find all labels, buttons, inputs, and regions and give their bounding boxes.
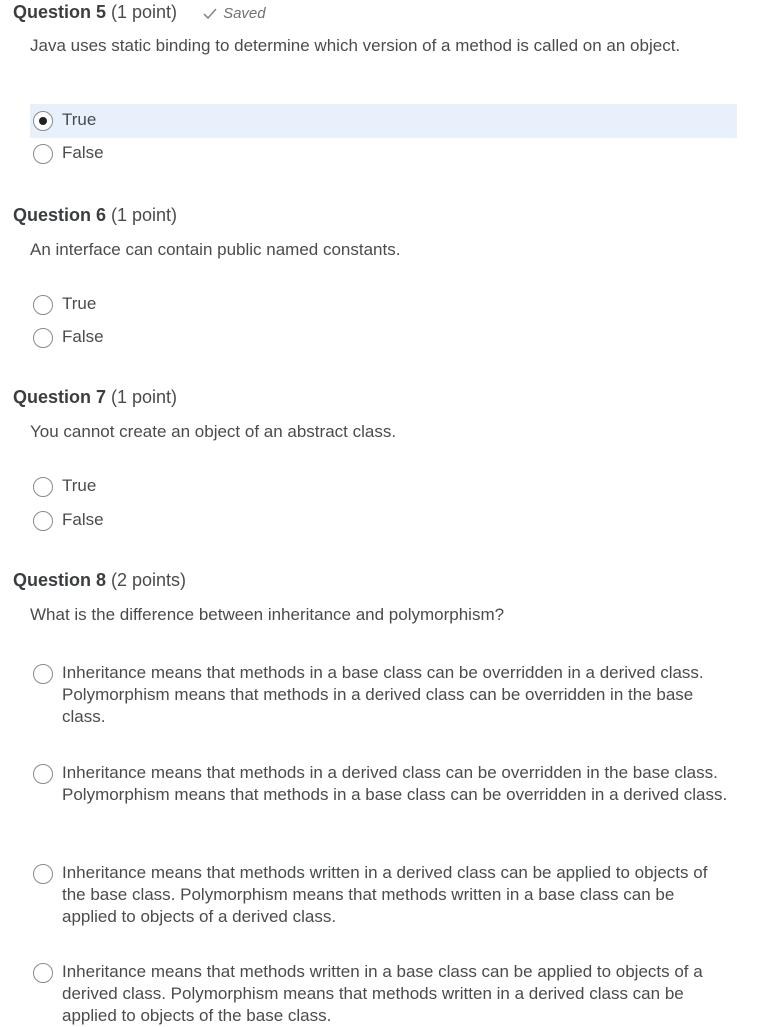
question-points: (1 point): [111, 387, 178, 407]
question-points: (1 point): [111, 205, 178, 225]
option-true[interactable]: [30, 289, 737, 321]
option-c[interactable]: [30, 861, 737, 931]
radio-button[interactable]: [33, 477, 53, 497]
radio-button[interactable]: [33, 764, 53, 784]
option-true[interactable]: [30, 104, 737, 138]
option-false[interactable]: [30, 138, 737, 170]
option-label: True: [62, 110, 97, 129]
question-text: Java uses static binding to determine which version of a method is called on an object.: [30, 36, 681, 55]
question-header: [13, 0, 266, 24]
question-header: [13, 203, 177, 227]
question-title: Question 5: [13, 2, 107, 22]
option-true[interactable]: [30, 471, 737, 503]
radio-button[interactable]: [33, 864, 53, 884]
option-false[interactable]: [30, 322, 737, 354]
option-b[interactable]: [30, 761, 737, 831]
radio-button[interactable]: [33, 111, 53, 131]
option-label: False: [62, 510, 104, 529]
saved-status-label: Saved: [223, 5, 266, 22]
option-label: Inheritance means that methods written in a base class can be applied to objects of a derived class. Polymorphism means that methods written in a derived class can be applied to objects of the base class.: [62, 962, 703, 1025]
question-text: You cannot create an object of an abstract class.: [30, 422, 397, 441]
question-header: [13, 385, 177, 409]
question-text: An interface can contain public named constants.: [30, 240, 401, 259]
question-title: Question 6: [13, 205, 107, 225]
option-label: True: [62, 294, 97, 313]
question-title: Question 7: [13, 387, 107, 407]
option-a[interactable]: [30, 661, 737, 731]
question-title: Question 8: [13, 570, 107, 590]
radio-button[interactable]: [33, 328, 53, 348]
option-label: True: [62, 476, 97, 495]
option-label: False: [62, 327, 104, 346]
question-points: (2 points): [111, 570, 187, 590]
question-header: [13, 568, 186, 592]
option-d[interactable]: [30, 960, 737, 1024]
question-text: What is the difference between inheritance and polymorphism?: [30, 605, 505, 624]
radio-button[interactable]: [33, 511, 53, 531]
radio-button[interactable]: [33, 664, 53, 684]
radio-button[interactable]: [33, 295, 53, 315]
saved-status: [203, 2, 266, 26]
option-label: Inheritance means that methods in a derived class can be overridden in the base class. Polymorphism means that methods in a base class can be overridden in a derived class.: [62, 763, 728, 804]
option-label: Inheritance means that methods in a base class can be overridden in a derived class. Polymorphism means that methods in a derived class can be overridden in the base class.: [62, 663, 704, 726]
checkmark-icon: [203, 8, 217, 19]
radio-button[interactable]: [33, 963, 53, 983]
option-label: Inheritance means that methods written in a derived class can be applied to objects of the base class. Polymorphism means that methods written in a base class can be applied to objects of a derived class.: [62, 863, 708, 926]
radio-button[interactable]: [33, 144, 53, 164]
option-label: False: [62, 143, 104, 162]
question-points: (1 point): [111, 2, 178, 22]
option-false[interactable]: [30, 505, 737, 537]
